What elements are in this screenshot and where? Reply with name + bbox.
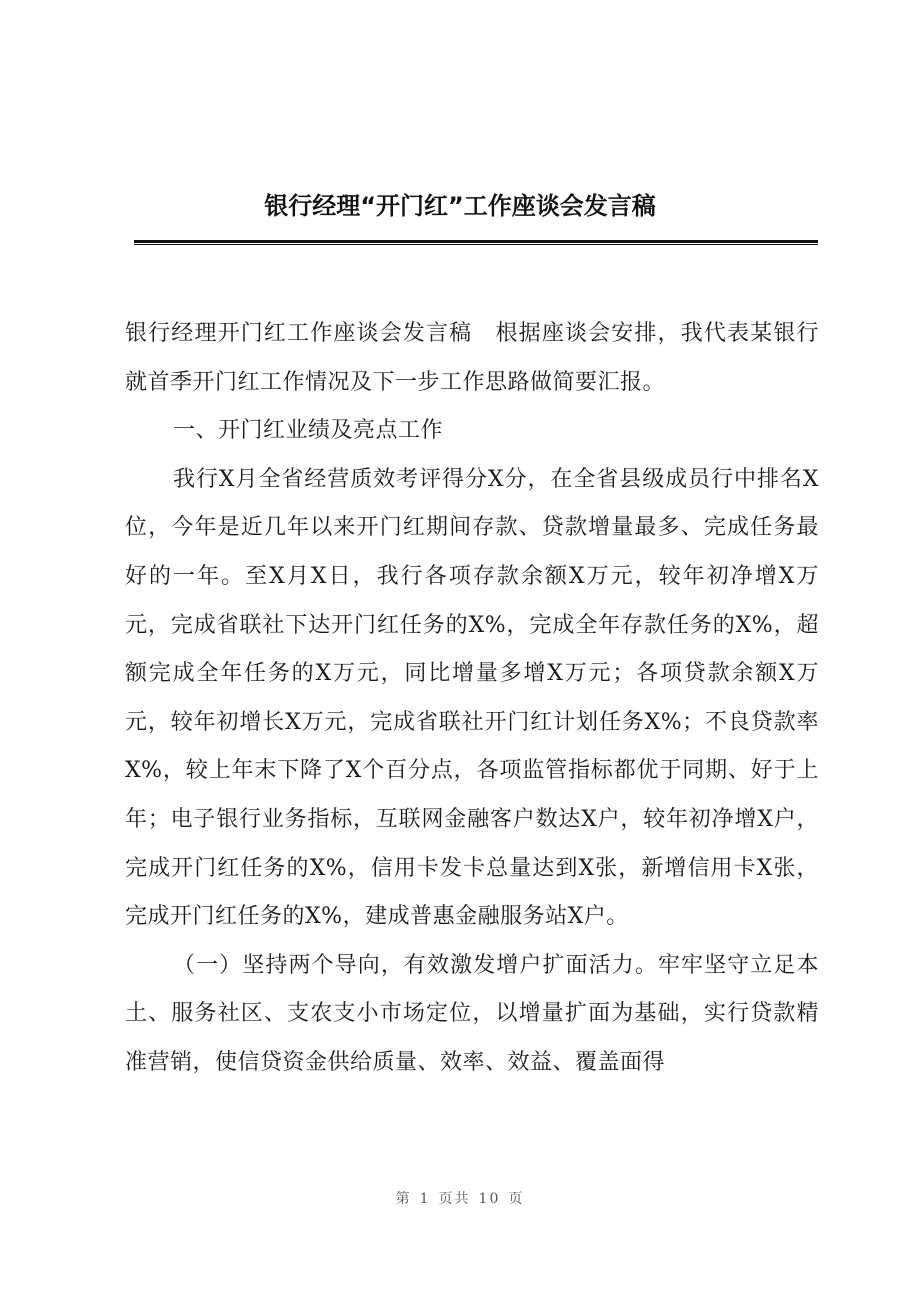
footer-suffix: 页 [508, 1191, 525, 1207]
section-heading: 一、开门红业绩及亮点工作 [173, 418, 444, 444]
intro-paragraph: 银行经理开门红工作座谈会发言稿 根据座谈会安排，我代表某银行就首季开门红工作情况及下一步工作思路做简要汇报。 [125, 321, 819, 395]
title-divider [134, 240, 818, 245]
performance-paragraph: 我行X月全省经营质效考评得分X分，在全省县级成员行中排名X位，今年是近几年以来开门红期间存款、贷款增量最多、完成任务最好的一年。至X月X日，我行各项存款余额X万元，较年初净增X万元，完成省联社下达开门红任务的X%，完成全年存款任务的X%，超额完成全年任务的X万元，同比增量多增X万元；各项贷款余额X万元，较年初增长X万元，完成省联社开门红计划任务X%；不良贷款率X%，较上年末下降了X个百分点，各项监管指标都优于同期、好于上年；电子银行业务指标，互联网金融客户数达X户，较年初净增X户，完成开门红任务的X%，信用卡发卡总量达到X张，新增信用卡X张，完成开门红任务的X%，建成普惠金融服务站X户。 [125, 466, 819, 930]
document-title: 银行经理“开门红”工作座谈会发言稿 [264, 192, 656, 220]
document-body [125, 310, 819, 1088]
footer-current-page: 1 [419, 1191, 431, 1207]
footer-middle: 页共 [438, 1191, 471, 1207]
footer-prefix: 第 [395, 1191, 412, 1207]
footer-total-pages: 10 [478, 1191, 501, 1207]
page-footer [0, 1188, 920, 1208]
subsection-paragraph: （一）坚持两个导向，有效激发增户扩面活力。牢牢坚守立足本土、服务社区、支农支小市场定位，以增量扩面为基础，实行贷款精准营销，使信贷资金供给质量、效率、效益、覆盖面得 [125, 952, 819, 1075]
